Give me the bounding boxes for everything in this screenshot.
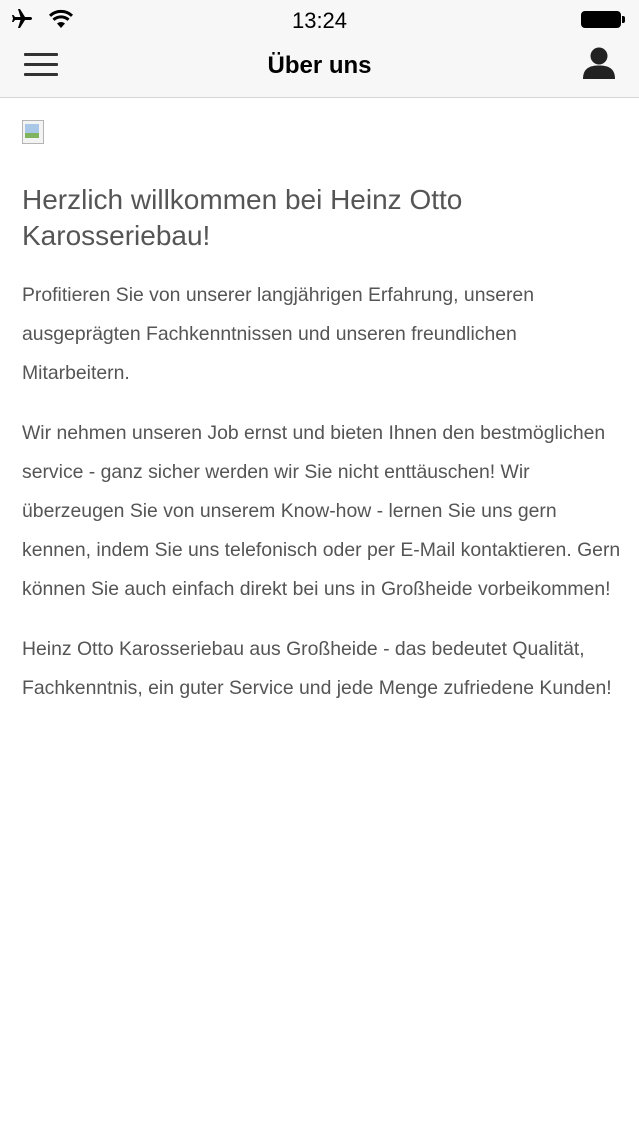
- intro-paragraph: Profitieren Sie von unserer langjährigen Erfahrung, unseren ausgeprägten Fachkenntnissen und unseren freundlichen Mitarbeitern.: [22, 284, 535, 384]
- service-paragraph: Wir nehmen unseren Job ernst und bieten Ihnen den bestmöglichen service - ganz sicher werden wir Sie nicht enttäuschen! Wir überzeugen Sie von unserem Know-how - lernen Sie uns gern kennen, indem Sie uns telefonisch oder per E-Mail kontaktieren. Gern können Sie auch einfach direkt bei uns in Großheide vorbeikommen!: [22, 422, 621, 600]
- status-time: 13:24: [291, 8, 348, 33]
- status-bar: [0, 0, 639, 40]
- battery-icon: [581, 11, 625, 28]
- page-title: Über uns: [267, 52, 372, 79]
- content-area: [22, 120, 622, 729]
- summary-paragraph: Heinz Otto Karosseriebau aus Großheide - das bedeutet Qualität, Fachkenntnis, ein guter Service und jede Menge zufriedene Kunden!: [22, 638, 612, 699]
- nav-bar: [0, 40, 639, 98]
- user-icon[interactable]: [581, 45, 617, 81]
- broken-image-icon: [22, 120, 48, 146]
- welcome-heading: Herzlich willkommen bei Heinz Otto Karosseriebau!: [22, 184, 463, 251]
